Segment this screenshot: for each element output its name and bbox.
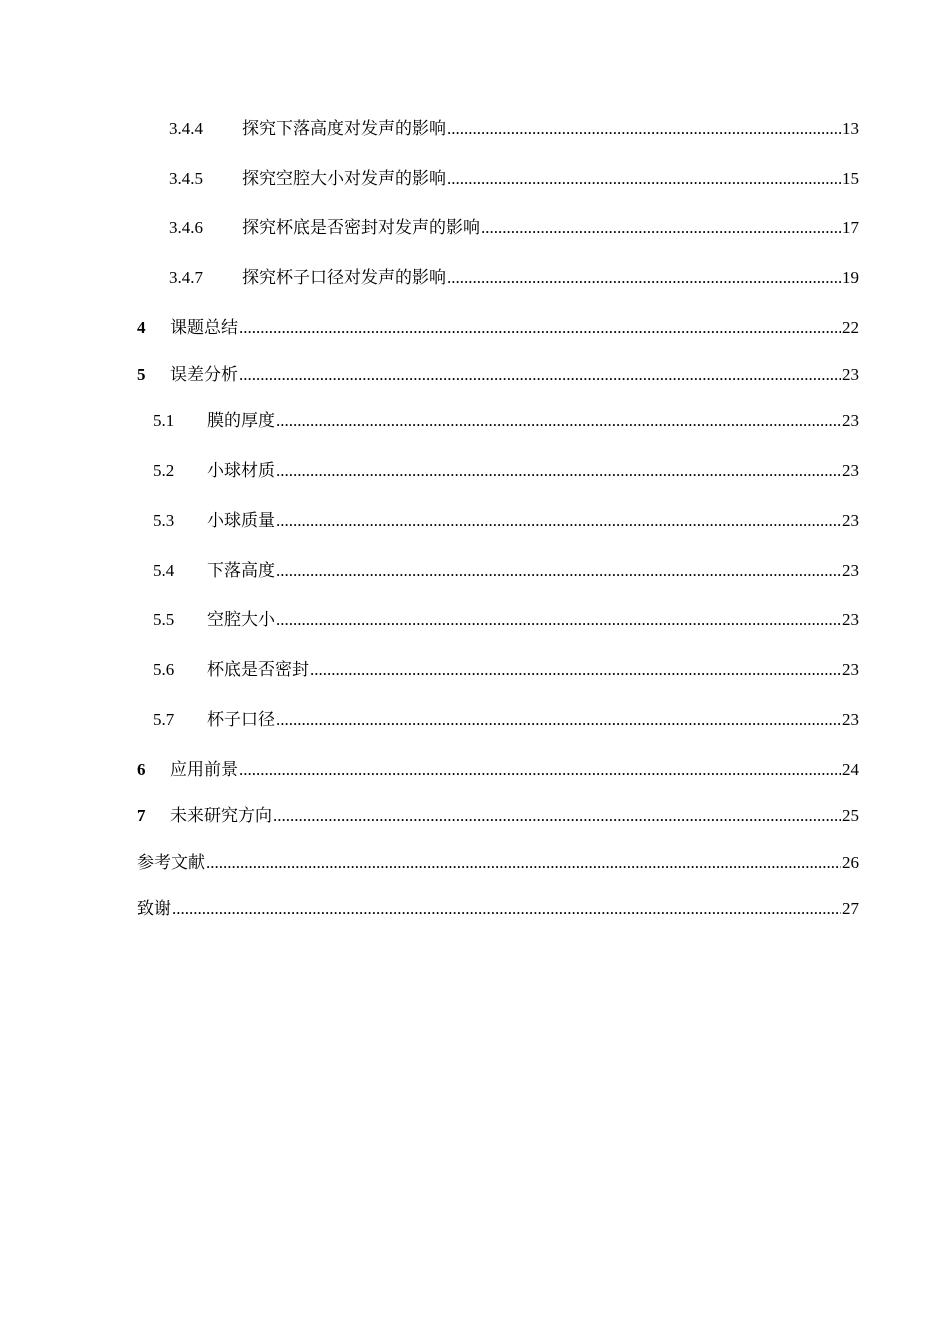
- toc-dot-leader: [239, 757, 858, 783]
- toc-entry-page: 23: [841, 362, 859, 388]
- toc-entry-3-4-7[interactable]: [0, 265, 950, 291]
- toc-dot-leader: [276, 558, 858, 584]
- toc-entry-number: 5.4: [153, 561, 175, 580]
- toc-entry-title: 杯子口径: [207, 707, 276, 733]
- toc-entry-leader: [207, 707, 858, 733]
- toc-entry-number: 4: [137, 318, 146, 337]
- toc-entry-number: 5.3: [153, 511, 175, 530]
- toc-entry-title: 应用前景: [170, 757, 239, 783]
- toc-entry-page: 24: [841, 757, 859, 783]
- toc-dot-leader: [447, 166, 858, 192]
- toc-dot-leader: [447, 265, 858, 291]
- toc-entry-page: 13: [841, 116, 859, 142]
- toc-entry-6[interactable]: [0, 757, 950, 783]
- toc-entry-leader: [242, 215, 858, 241]
- toc-entry-number: 3.4.6: [169, 218, 203, 237]
- toc-entry-title: 误差分析: [170, 362, 239, 388]
- toc-entry-page: 23: [841, 707, 859, 733]
- toc-entry-leader: [207, 508, 858, 534]
- toc-entry-leader: [242, 265, 858, 291]
- toc-dot-leader: [481, 215, 858, 241]
- toc-entry-leader: [207, 458, 858, 484]
- toc-dot-leader: [239, 362, 858, 388]
- toc-entry-leader: [207, 408, 858, 434]
- toc-entry-title: 探究空腔大小对发声的影响: [242, 166, 447, 192]
- toc-entry-title: 小球质量: [207, 508, 276, 534]
- toc-entry-leader: [170, 757, 858, 783]
- toc-entry-number: 5.1: [153, 411, 175, 430]
- toc-entry-page: 25: [841, 803, 859, 829]
- toc-dot-leader: [172, 896, 858, 922]
- toc-entry-title: 参考文献: [137, 850, 206, 876]
- toc-entry-5-7[interactable]: [0, 707, 950, 733]
- toc-entry-3-4-6[interactable]: [0, 215, 950, 241]
- toc-entry-title: 未来研究方向: [170, 803, 273, 829]
- toc-entry-title: 杯底是否密封: [207, 657, 310, 683]
- toc-entry-page: 26: [841, 850, 859, 876]
- toc-entry-page: 23: [841, 408, 859, 434]
- toc-dot-leader: [276, 408, 858, 434]
- toc-entry-number: 3.4.7: [169, 268, 203, 287]
- toc-dot-leader: [239, 315, 858, 341]
- toc-entry-page: 19: [841, 265, 859, 291]
- toc-entry-page: 17: [841, 215, 859, 241]
- toc-entry-page: 22: [841, 315, 859, 341]
- toc-entry-5[interactable]: [0, 362, 950, 388]
- toc-entry-leader: [137, 896, 858, 922]
- toc-entry-number: 5.2: [153, 461, 175, 480]
- toc-entry-page: 23: [841, 458, 859, 484]
- toc-entry-page: 15: [841, 166, 859, 192]
- toc-entry-title: 探究杯底是否密封对发声的影响: [242, 215, 481, 241]
- toc-entry-leader: [170, 803, 858, 829]
- toc-dot-leader: [206, 850, 858, 876]
- toc-dot-leader: [276, 707, 858, 733]
- toc-entry-number: 7: [137, 806, 146, 825]
- toc-entry-title: 下落高度: [207, 558, 276, 584]
- toc-dot-leader: [310, 657, 858, 683]
- toc-entry-leader: [242, 116, 858, 142]
- toc-entry-3-4-4[interactable]: [0, 116, 950, 142]
- toc-entry-number: 3.4.5: [169, 169, 203, 188]
- toc-entry-page: 23: [841, 657, 859, 683]
- toc-entry-page: 27: [841, 896, 859, 922]
- toc-entry-leader: [207, 558, 858, 584]
- toc-entry-acknowledgements[interactable]: [0, 896, 950, 922]
- toc-entry-number: 6: [137, 760, 146, 779]
- toc-entry-leader: [170, 362, 858, 388]
- toc-entry-title: 空腔大小: [207, 607, 276, 633]
- toc-dot-leader: [273, 803, 858, 829]
- toc-entry-leader: [207, 657, 858, 683]
- toc-entry-number: 5.5: [153, 610, 175, 629]
- toc-dot-leader: [447, 116, 858, 142]
- toc-entry-number: 5: [137, 365, 146, 384]
- toc-entry-leader: [207, 607, 858, 633]
- toc-entry-5-3[interactable]: [0, 508, 950, 534]
- toc-entry-3-4-5[interactable]: [0, 166, 950, 192]
- toc-entry-number: 5.7: [153, 710, 175, 729]
- toc-entry-title: 膜的厚度: [207, 408, 276, 434]
- toc-entry-number: 5.6: [153, 660, 175, 679]
- toc-entry-5-5[interactable]: [0, 607, 950, 633]
- toc-entry-references[interactable]: [0, 850, 950, 876]
- toc-entry-5-6[interactable]: [0, 657, 950, 683]
- toc-dot-leader: [276, 458, 858, 484]
- toc-entry-title: 课题总结: [170, 315, 239, 341]
- toc-entry-number: 3.4.4: [169, 119, 203, 138]
- toc-entry-leader: [170, 315, 858, 341]
- toc-entry-5-2[interactable]: [0, 458, 950, 484]
- toc-dot-leader: [276, 508, 858, 534]
- toc-entry-page: 23: [841, 558, 859, 584]
- toc-entry-title: 探究下落高度对发声的影响: [242, 116, 447, 142]
- toc-entry-5-4[interactable]: [0, 558, 950, 584]
- toc-entry-page: 23: [841, 607, 859, 633]
- toc-entry-leader: [242, 166, 858, 192]
- toc-entry-title: 致谢: [137, 896, 172, 922]
- toc-entry-5-1[interactable]: [0, 408, 950, 434]
- toc-entry-4[interactable]: [0, 315, 950, 341]
- toc-entry-leader: [137, 850, 858, 876]
- toc-entry-page: 23: [841, 508, 859, 534]
- toc-entry-7[interactable]: [0, 803, 950, 829]
- toc-dot-leader: [276, 607, 858, 633]
- toc-entry-title: 小球材质: [207, 458, 276, 484]
- toc-entry-title: 探究杯子口径对发声的影响: [242, 265, 447, 291]
